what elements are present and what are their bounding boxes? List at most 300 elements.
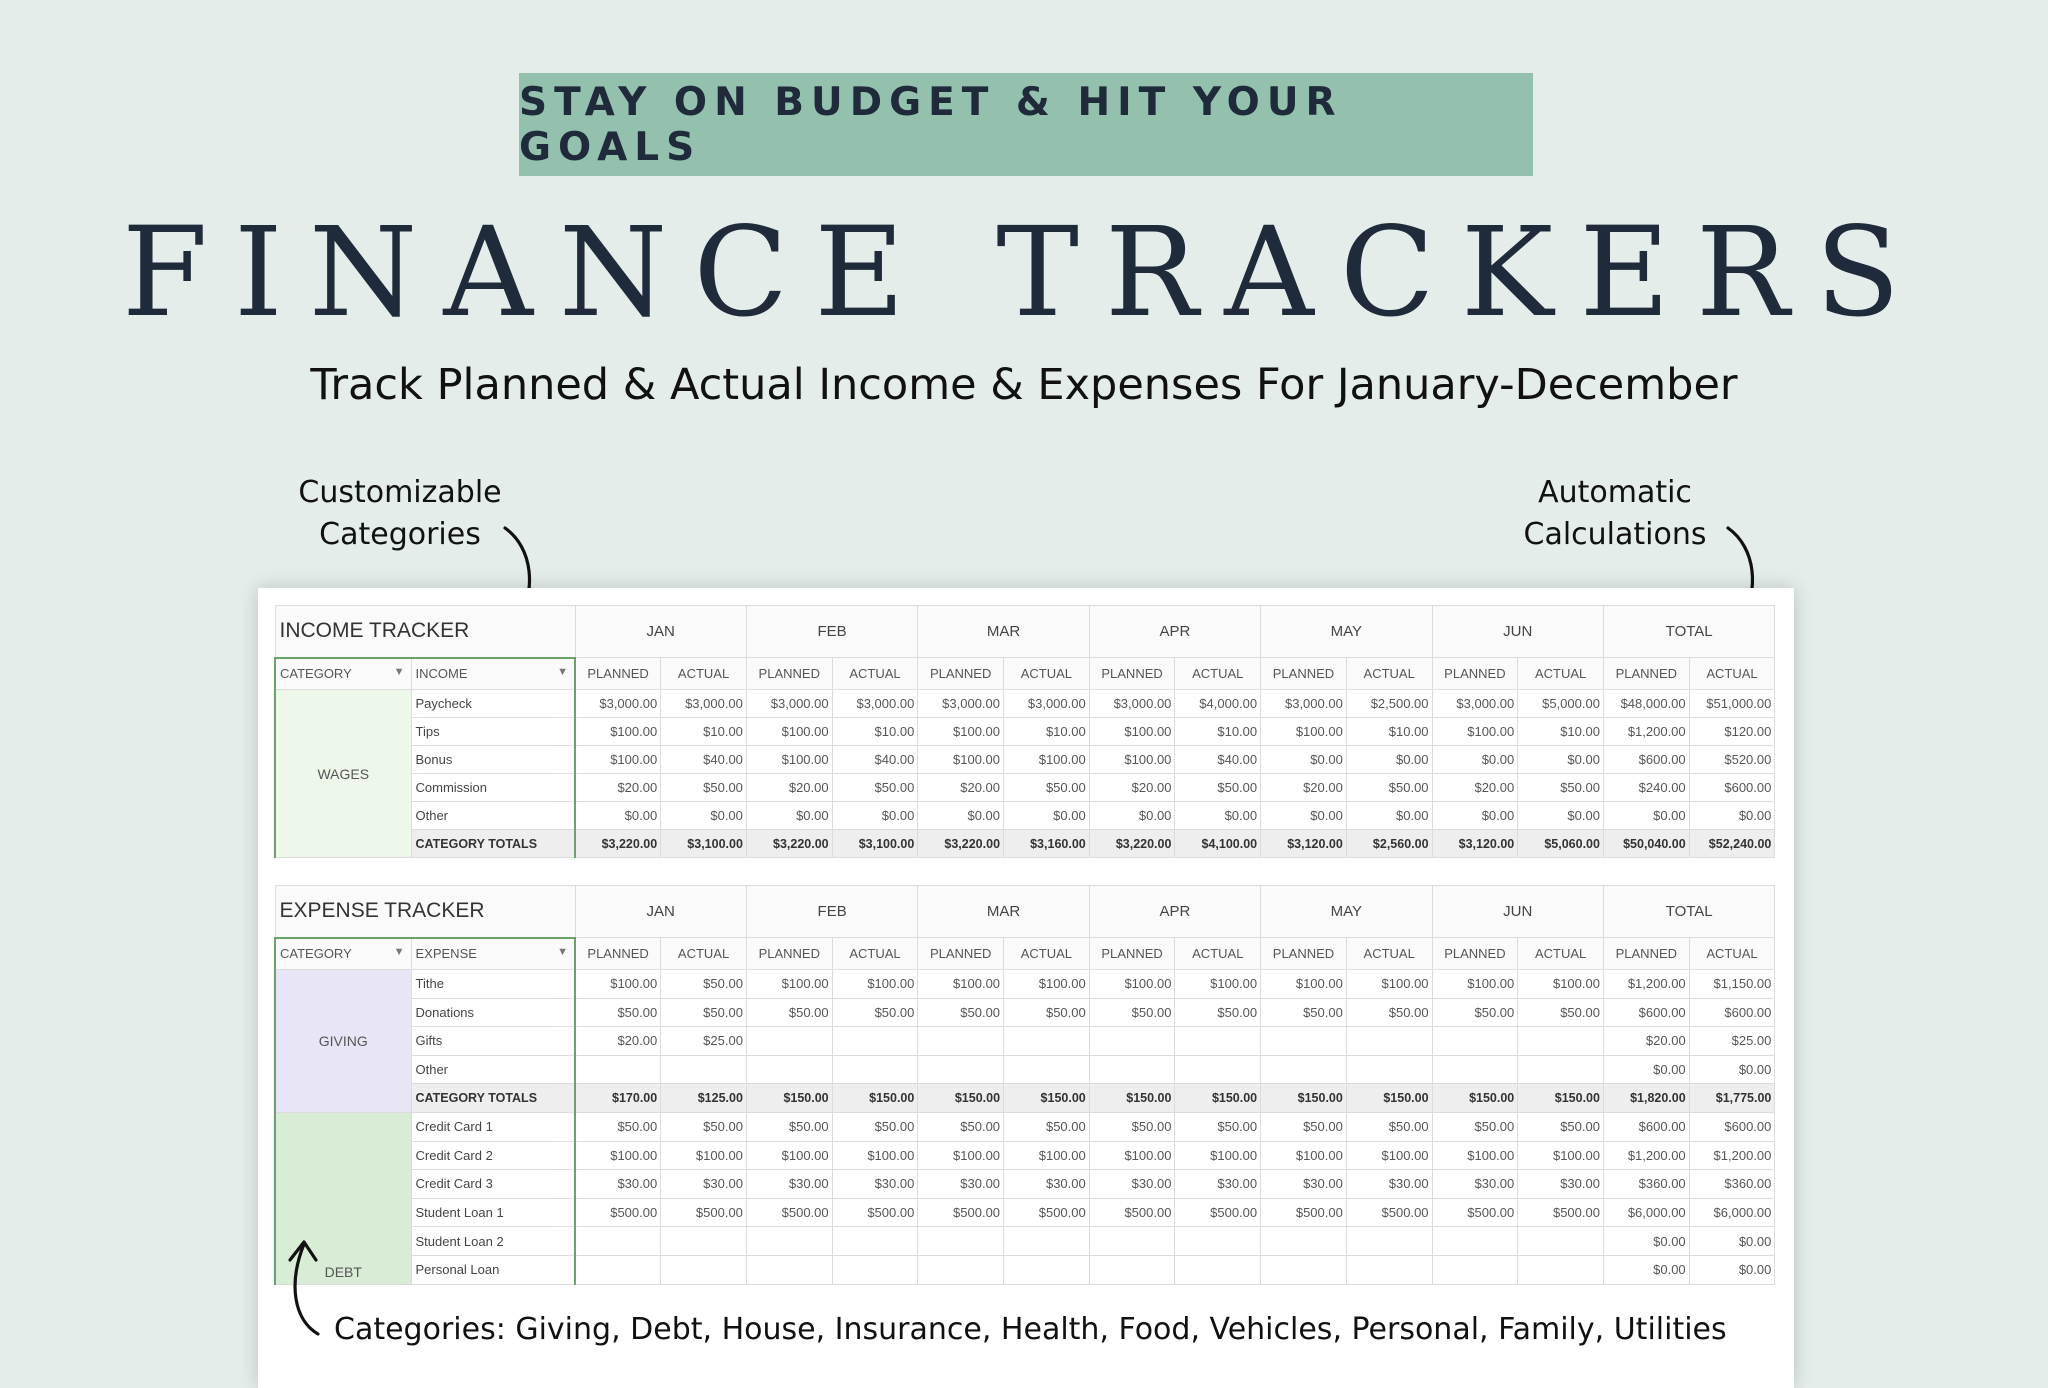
category-cell-wages[interactable]: WAGES [275, 690, 411, 858]
value-cell[interactable] [575, 1055, 661, 1084]
value-cell[interactable] [1261, 1055, 1347, 1084]
value-cell[interactable]: $50.00 [1004, 998, 1090, 1027]
table-row [275, 746, 1775, 774]
value-cell[interactable] [918, 1255, 1004, 1284]
planned-header: PLANNED [1603, 658, 1689, 690]
value-cell[interactable]: $0.00 [1689, 802, 1775, 830]
row-label[interactable]: Credit Card 3 [411, 1170, 575, 1199]
row-label[interactable]: Credit Card 1 [411, 1112, 575, 1141]
value-cell[interactable]: $600.00 [1603, 998, 1689, 1027]
row-label[interactable]: Personal Loan [411, 1255, 575, 1284]
value-cell[interactable] [832, 1055, 918, 1084]
category-cell-debt[interactable]: DEBT [275, 1112, 411, 1284]
table-row [275, 690, 1775, 718]
value-cell[interactable]: $50.00 [661, 970, 747, 999]
actual-header: ACTUAL [832, 938, 918, 970]
value-cell[interactable]: $0.00 [1089, 802, 1175, 830]
value-cell[interactable]: $100.00 [918, 1141, 1004, 1170]
value-cell[interactable] [1261, 1027, 1347, 1056]
value-cell[interactable] [1432, 1027, 1518, 1056]
value-cell[interactable]: $5,060.00 [1518, 830, 1604, 858]
value-cell[interactable]: $3,220.00 [918, 830, 1004, 858]
value-cell[interactable]: $100.00 [1261, 1141, 1347, 1170]
month-header: MAY [1261, 886, 1432, 938]
value-cell[interactable]: $150.00 [832, 1084, 918, 1113]
value-cell[interactable]: $100.00 [575, 1141, 661, 1170]
actual-header: ACTUAL [1346, 938, 1432, 970]
item-header[interactable] [411, 938, 575, 970]
value-cell[interactable]: $3,000.00 [661, 690, 747, 718]
value-cell[interactable] [1175, 1227, 1261, 1256]
value-cell[interactable]: $20.00 [1089, 774, 1175, 802]
value-cell[interactable]: $0.00 [1432, 746, 1518, 774]
value-cell[interactable]: $50.00 [832, 1112, 918, 1141]
item-header-label: EXPENSE [415, 946, 477, 962]
value-cell[interactable]: $500.00 [746, 1198, 832, 1227]
value-cell[interactable]: $100.00 [1089, 1141, 1175, 1170]
value-cell[interactable]: $10.00 [1518, 718, 1604, 746]
value-cell[interactable]: $1,150.00 [1689, 970, 1775, 999]
value-cell[interactable]: $100.00 [918, 746, 1004, 774]
value-cell[interactable]: $30.00 [832, 1170, 918, 1199]
value-cell[interactable]: $3,000.00 [832, 690, 918, 718]
value-cell[interactable]: $3,000.00 [575, 690, 661, 718]
value-cell[interactable]: $3,000.00 [918, 690, 1004, 718]
value-cell[interactable]: $20.00 [746, 774, 832, 802]
row-label[interactable]: Bonus [411, 746, 575, 774]
row-label[interactable]: CATEGORY TOTALS [411, 1084, 575, 1113]
value-cell[interactable]: $100.00 [832, 970, 918, 999]
value-cell[interactable]: $360.00 [1603, 1170, 1689, 1199]
value-cell[interactable]: $0.00 [1603, 1255, 1689, 1284]
subheader-row [275, 938, 1775, 970]
value-cell[interactable]: $50.00 [1518, 774, 1604, 802]
value-cell[interactable]: $3,000.00 [1432, 690, 1518, 718]
value-cell[interactable]: $100.00 [1175, 970, 1261, 999]
planned-header: PLANNED [1089, 658, 1175, 690]
value-cell[interactable]: $100.00 [1518, 970, 1604, 999]
value-cell[interactable]: $50.00 [1175, 774, 1261, 802]
value-cell[interactable]: $30.00 [1261, 1170, 1347, 1199]
value-cell[interactable]: $100.00 [661, 1141, 747, 1170]
value-cell[interactable]: $500.00 [832, 1198, 918, 1227]
value-cell[interactable]: $3,220.00 [575, 830, 661, 858]
value-cell[interactable]: $50.00 [1518, 998, 1604, 1027]
value-cell[interactable]: $30.00 [575, 1170, 661, 1199]
value-cell[interactable]: $500.00 [1175, 1198, 1261, 1227]
value-cell[interactable]: $30.00 [1089, 1170, 1175, 1199]
value-cell[interactable]: $50.00 [1089, 998, 1175, 1027]
value-cell[interactable]: $50.00 [1004, 774, 1090, 802]
value-cell[interactable]: $150.00 [1175, 1084, 1261, 1113]
value-cell[interactable]: $100.00 [1089, 746, 1175, 774]
value-cell[interactable] [918, 1055, 1004, 1084]
value-cell[interactable] [1432, 1055, 1518, 1084]
value-cell[interactable]: $1,200.00 [1603, 718, 1689, 746]
value-cell[interactable]: $0.00 [1689, 1255, 1775, 1284]
row-label[interactable]: Paycheck [411, 690, 575, 718]
filter-icon[interactable]: ▼ [557, 945, 569, 958]
value-cell[interactable]: $30.00 [918, 1170, 1004, 1199]
value-cell[interactable]: $0.00 [1518, 802, 1604, 830]
value-cell[interactable] [746, 1227, 832, 1256]
value-cell[interactable] [832, 1027, 918, 1056]
value-cell[interactable]: $1,775.00 [1689, 1084, 1775, 1113]
value-cell[interactable]: $1,200.00 [1603, 1141, 1689, 1170]
value-cell[interactable]: $50.00 [1261, 998, 1347, 1027]
row-label[interactable]: Tips [411, 718, 575, 746]
value-cell[interactable]: $100.00 [575, 718, 661, 746]
value-cell[interactable]: $50.00 [575, 998, 661, 1027]
value-cell[interactable]: $100.00 [1518, 1141, 1604, 1170]
value-cell[interactable]: $600.00 [1603, 746, 1689, 774]
value-cell[interactable]: $100.00 [1346, 1141, 1432, 1170]
value-cell[interactable]: $0.00 [918, 802, 1004, 830]
row-label[interactable]: Student Loan 2 [411, 1227, 575, 1256]
value-cell[interactable]: $50.00 [1346, 1112, 1432, 1141]
value-cell[interactable]: $500.00 [661, 1198, 747, 1227]
note-line: Categories [319, 517, 481, 552]
value-cell[interactable]: $20.00 [1432, 774, 1518, 802]
table-row [275, 802, 1775, 830]
value-cell[interactable]: $20.00 [575, 774, 661, 802]
value-cell[interactable] [1175, 1055, 1261, 1084]
value-cell[interactable]: $50.00 [661, 1112, 747, 1141]
value-cell[interactable]: $100.00 [1175, 1141, 1261, 1170]
row-label[interactable]: Student Loan 1 [411, 1198, 575, 1227]
value-cell[interactable]: $4,100.00 [1175, 830, 1261, 858]
value-cell[interactable] [1261, 1255, 1347, 1284]
value-cell[interactable]: $50,040.00 [1603, 830, 1689, 858]
actual-header: ACTUAL [1689, 938, 1775, 970]
value-cell[interactable]: $1,820.00 [1603, 1084, 1689, 1113]
value-cell[interactable]: $50.00 [1432, 998, 1518, 1027]
value-cell[interactable]: $2,560.00 [1346, 830, 1432, 858]
value-cell[interactable]: $50.00 [575, 1112, 661, 1141]
value-cell[interactable]: $3,160.00 [1004, 830, 1090, 858]
value-cell[interactable]: $100.00 [1004, 746, 1090, 774]
value-cell[interactable]: $40.00 [832, 746, 918, 774]
value-cell[interactable]: $360.00 [1689, 1170, 1775, 1199]
value-cell[interactable]: $10.00 [1004, 718, 1090, 746]
value-cell[interactable]: $4,000.00 [1175, 690, 1261, 718]
value-cell[interactable]: $100.00 [1432, 970, 1518, 999]
value-cell[interactable]: $100.00 [1346, 970, 1432, 999]
value-cell[interactable]: $0.00 [1175, 802, 1261, 830]
value-cell[interactable] [746, 1255, 832, 1284]
value-cell[interactable]: $50.00 [1261, 1112, 1347, 1141]
value-cell[interactable]: $1,200.00 [1603, 970, 1689, 999]
value-cell[interactable]: $25.00 [1689, 1027, 1775, 1056]
value-cell[interactable] [1004, 1255, 1090, 1284]
value-cell[interactable]: $1,200.00 [1689, 1141, 1775, 1170]
value-cell[interactable]: $0.00 [832, 802, 918, 830]
header-row [275, 606, 1775, 658]
value-cell[interactable]: $600.00 [1689, 1112, 1775, 1141]
value-cell[interactable]: $100.00 [832, 1141, 918, 1170]
value-cell[interactable] [746, 1055, 832, 1084]
value-cell[interactable]: $10.00 [1346, 718, 1432, 746]
value-cell[interactable]: $150.00 [1432, 1084, 1518, 1113]
value-cell[interactable]: $100.00 [746, 1141, 832, 1170]
value-cell[interactable] [661, 1055, 747, 1084]
value-cell[interactable]: $50.00 [746, 998, 832, 1027]
value-cell[interactable] [1175, 1027, 1261, 1056]
value-cell[interactable]: $40.00 [661, 746, 747, 774]
value-cell[interactable]: $100.00 [918, 718, 1004, 746]
value-cell[interactable]: $50.00 [1518, 1112, 1604, 1141]
value-cell[interactable]: $2,500.00 [1346, 690, 1432, 718]
value-cell[interactable] [1432, 1227, 1518, 1256]
value-cell[interactable] [1518, 1055, 1604, 1084]
planned-header: PLANNED [1432, 658, 1518, 690]
value-cell[interactable]: $50.00 [746, 1112, 832, 1141]
value-cell[interactable]: $100.00 [1089, 718, 1175, 746]
value-cell[interactable]: $0.00 [746, 802, 832, 830]
value-cell[interactable]: $50.00 [1346, 774, 1432, 802]
value-cell[interactable]: $500.00 [1518, 1198, 1604, 1227]
table-row [275, 1198, 1775, 1227]
value-cell[interactable]: $150.00 [1004, 1084, 1090, 1113]
value-cell[interactable] [1432, 1255, 1518, 1284]
value-cell[interactable] [661, 1255, 747, 1284]
value-cell[interactable]: $100.00 [1261, 718, 1347, 746]
value-cell[interactable] [832, 1255, 918, 1284]
value-cell[interactable]: $100.00 [1089, 970, 1175, 999]
value-cell[interactable]: $0.00 [1004, 802, 1090, 830]
value-cell[interactable]: $500.00 [1346, 1198, 1432, 1227]
value-cell[interactable] [575, 1255, 661, 1284]
month-header: FEB [746, 606, 917, 658]
value-cell[interactable]: $50.00 [832, 774, 918, 802]
spreadsheet-card [258, 588, 1794, 1388]
value-cell[interactable]: $52,240.00 [1689, 830, 1775, 858]
value-cell[interactable]: $150.00 [746, 1084, 832, 1113]
value-cell[interactable]: $0.00 [1346, 802, 1432, 830]
value-cell[interactable]: $50.00 [918, 1112, 1004, 1141]
filter-icon[interactable]: ▼ [393, 665, 405, 678]
table-row [275, 1170, 1775, 1199]
value-cell[interactable]: $500.00 [575, 1198, 661, 1227]
value-cell[interactable] [1261, 1227, 1347, 1256]
value-cell[interactable] [1346, 1227, 1432, 1256]
value-cell[interactable] [1346, 1055, 1432, 1084]
value-cell[interactable]: $500.00 [1261, 1198, 1347, 1227]
value-cell[interactable]: $10.00 [661, 718, 747, 746]
value-cell[interactable] [918, 1027, 1004, 1056]
value-cell[interactable]: $6,000.00 [1689, 1198, 1775, 1227]
value-cell[interactable]: $125.00 [661, 1084, 747, 1113]
value-cell[interactable]: $3,120.00 [1261, 830, 1347, 858]
table-row [275, 1112, 1775, 1141]
value-cell[interactable]: $5,000.00 [1518, 690, 1604, 718]
filter-icon[interactable]: ▼ [557, 665, 568, 678]
category-header[interactable] [275, 938, 411, 970]
row-label[interactable]: Donations [411, 998, 575, 1027]
value-cell[interactable]: $20.00 [918, 774, 1004, 802]
value-cell[interactable]: $30.00 [1175, 1170, 1261, 1199]
month-header: JUN [1432, 606, 1603, 658]
value-cell[interactable]: $30.00 [1518, 1170, 1604, 1199]
table-row [275, 1141, 1775, 1170]
value-cell[interactable]: $0.00 [1432, 802, 1518, 830]
value-cell[interactable] [1089, 1055, 1175, 1084]
value-cell[interactable]: $50.00 [661, 998, 747, 1027]
value-cell[interactable] [1004, 1055, 1090, 1084]
value-cell[interactable] [918, 1227, 1004, 1256]
value-cell[interactable]: $50.00 [661, 774, 747, 802]
value-cell[interactable]: $100.00 [1432, 718, 1518, 746]
header-row [275, 886, 1775, 938]
value-cell[interactable]: $500.00 [1089, 1198, 1175, 1227]
value-cell[interactable]: $240.00 [1603, 774, 1689, 802]
row-label[interactable]: Tithe [411, 970, 575, 999]
value-cell[interactable] [1518, 1227, 1604, 1256]
value-cell[interactable]: $25.00 [661, 1027, 747, 1056]
value-cell[interactable]: $100.00 [918, 970, 1004, 999]
value-cell[interactable]: $3,000.00 [746, 690, 832, 718]
value-cell[interactable] [746, 1027, 832, 1056]
value-cell[interactable]: $51,000.00 [1689, 690, 1775, 718]
row-label[interactable]: Gifts [411, 1027, 575, 1056]
value-cell[interactable]: $30.00 [661, 1170, 747, 1199]
value-cell[interactable]: $100.00 [575, 970, 661, 999]
value-cell[interactable] [1518, 1255, 1604, 1284]
planned-header: PLANNED [575, 658, 661, 690]
value-cell[interactable]: $30.00 [1004, 1170, 1090, 1199]
value-cell[interactable]: $0.00 [1603, 1227, 1689, 1256]
month-header: JUN [1432, 886, 1603, 938]
value-cell[interactable]: $0.00 [1261, 802, 1347, 830]
value-cell[interactable]: $30.00 [746, 1170, 832, 1199]
row-label[interactable]: Commission [411, 774, 575, 802]
value-cell[interactable]: $100.00 [575, 746, 661, 774]
month-header: APR [1089, 606, 1260, 658]
value-cell[interactable]: $3,220.00 [746, 830, 832, 858]
value-cell[interactable]: $150.00 [1518, 1084, 1604, 1113]
value-cell[interactable]: $50.00 [1089, 1112, 1175, 1141]
value-cell[interactable] [661, 1227, 747, 1256]
category-header[interactable] [275, 658, 411, 690]
value-cell[interactable]: $30.00 [1432, 1170, 1518, 1199]
value-cell[interactable]: $0.00 [1689, 1227, 1775, 1256]
value-cell[interactable] [1346, 1027, 1432, 1056]
planned-header: PLANNED [918, 658, 1004, 690]
value-cell[interactable]: $500.00 [1432, 1198, 1518, 1227]
value-cell[interactable]: $50.00 [1346, 998, 1432, 1027]
value-cell[interactable]: $170.00 [575, 1084, 661, 1113]
actual-header: ACTUAL [1346, 658, 1432, 690]
table-row [275, 1055, 1775, 1084]
row-label[interactable]: Other [411, 1055, 575, 1084]
value-cell[interactable]: $3,000.00 [1089, 690, 1175, 718]
expense-tracker-table [274, 885, 1775, 1285]
value-cell[interactable]: $100.00 [746, 718, 832, 746]
value-cell[interactable]: $0.00 [1603, 802, 1689, 830]
value-cell[interactable] [1004, 1227, 1090, 1256]
value-cell[interactable]: $150.00 [1261, 1084, 1347, 1113]
value-cell[interactable]: $50.00 [1004, 1112, 1090, 1141]
filter-icon[interactable]: ▼ [393, 945, 405, 958]
value-cell[interactable]: $150.00 [1346, 1084, 1432, 1113]
value-cell[interactable]: $600.00 [1689, 774, 1775, 802]
value-cell[interactable]: $48,000.00 [1603, 690, 1689, 718]
category-totals-row [275, 830, 1775, 858]
value-cell[interactable]: $100.00 [746, 746, 832, 774]
value-cell[interactable]: $500.00 [918, 1198, 1004, 1227]
value-cell[interactable]: $10.00 [832, 718, 918, 746]
value-cell[interactable]: $30.00 [1346, 1170, 1432, 1199]
value-cell[interactable] [1518, 1027, 1604, 1056]
value-cell[interactable]: $3,100.00 [661, 830, 747, 858]
value-cell[interactable]: $0.00 [1689, 1055, 1775, 1084]
value-cell[interactable]: $50.00 [832, 998, 918, 1027]
value-cell[interactable]: $600.00 [1603, 1112, 1689, 1141]
value-cell[interactable]: $520.00 [1689, 746, 1775, 774]
value-cell[interactable] [1089, 1255, 1175, 1284]
value-cell[interactable]: $50.00 [1432, 1112, 1518, 1141]
value-cell[interactable]: $600.00 [1689, 998, 1775, 1027]
value-cell[interactable]: $6,000.00 [1603, 1198, 1689, 1227]
value-cell[interactable]: $150.00 [1089, 1084, 1175, 1113]
value-cell[interactable] [1346, 1255, 1432, 1284]
planned-header: PLANNED [1089, 938, 1175, 970]
value-cell[interactable]: $120.00 [1689, 718, 1775, 746]
category-header-label: CATEGORY [280, 946, 352, 962]
row-label[interactable]: CATEGORY TOTALS [411, 830, 575, 858]
value-cell[interactable]: $3,000.00 [1004, 690, 1090, 718]
value-cell[interactable]: $0.00 [575, 802, 661, 830]
value-cell[interactable]: $0.00 [1346, 746, 1432, 774]
actual-header: ACTUAL [1518, 938, 1604, 970]
item-header[interactable] [411, 658, 575, 690]
value-cell[interactable]: $100.00 [1432, 1141, 1518, 1170]
value-cell[interactable]: $10.00 [1175, 718, 1261, 746]
value-cell[interactable]: $40.00 [1175, 746, 1261, 774]
value-cell[interactable]: $100.00 [1004, 1141, 1090, 1170]
value-cell[interactable]: $50.00 [918, 998, 1004, 1027]
value-cell[interactable] [1089, 1027, 1175, 1056]
value-cell[interactable]: $0.00 [1261, 746, 1347, 774]
value-cell[interactable] [832, 1227, 918, 1256]
value-cell[interactable]: $50.00 [1175, 1112, 1261, 1141]
value-cell[interactable] [1089, 1227, 1175, 1256]
value-cell[interactable]: $500.00 [1004, 1198, 1090, 1227]
value-cell[interactable]: $150.00 [918, 1084, 1004, 1113]
planned-header: PLANNED [746, 938, 832, 970]
category-cell-giving[interactable]: GIVING [275, 970, 411, 1113]
value-cell[interactable]: $50.00 [1175, 998, 1261, 1027]
value-cell[interactable] [1004, 1027, 1090, 1056]
value-cell[interactable]: $3,000.00 [1261, 690, 1347, 718]
value-cell[interactable]: $20.00 [1603, 1027, 1689, 1056]
value-cell[interactable]: $0.00 [1603, 1055, 1689, 1084]
row-label[interactable]: Other [411, 802, 575, 830]
value-cell[interactable]: $3,220.00 [1089, 830, 1175, 858]
value-cell[interactable]: $0.00 [661, 802, 747, 830]
value-cell[interactable]: $100.00 [746, 970, 832, 999]
value-cell[interactable] [575, 1227, 661, 1256]
value-cell[interactable] [1175, 1255, 1261, 1284]
value-cell[interactable]: $0.00 [1518, 746, 1604, 774]
row-label[interactable]: Credit Card 2 [411, 1141, 575, 1170]
value-cell[interactable]: $100.00 [1261, 970, 1347, 999]
value-cell[interactable]: $3,120.00 [1432, 830, 1518, 858]
value-cell[interactable]: $20.00 [1261, 774, 1347, 802]
value-cell[interactable]: $3,100.00 [832, 830, 918, 858]
value-cell[interactable]: $20.00 [575, 1027, 661, 1056]
value-cell[interactable]: $100.00 [1004, 970, 1090, 999]
